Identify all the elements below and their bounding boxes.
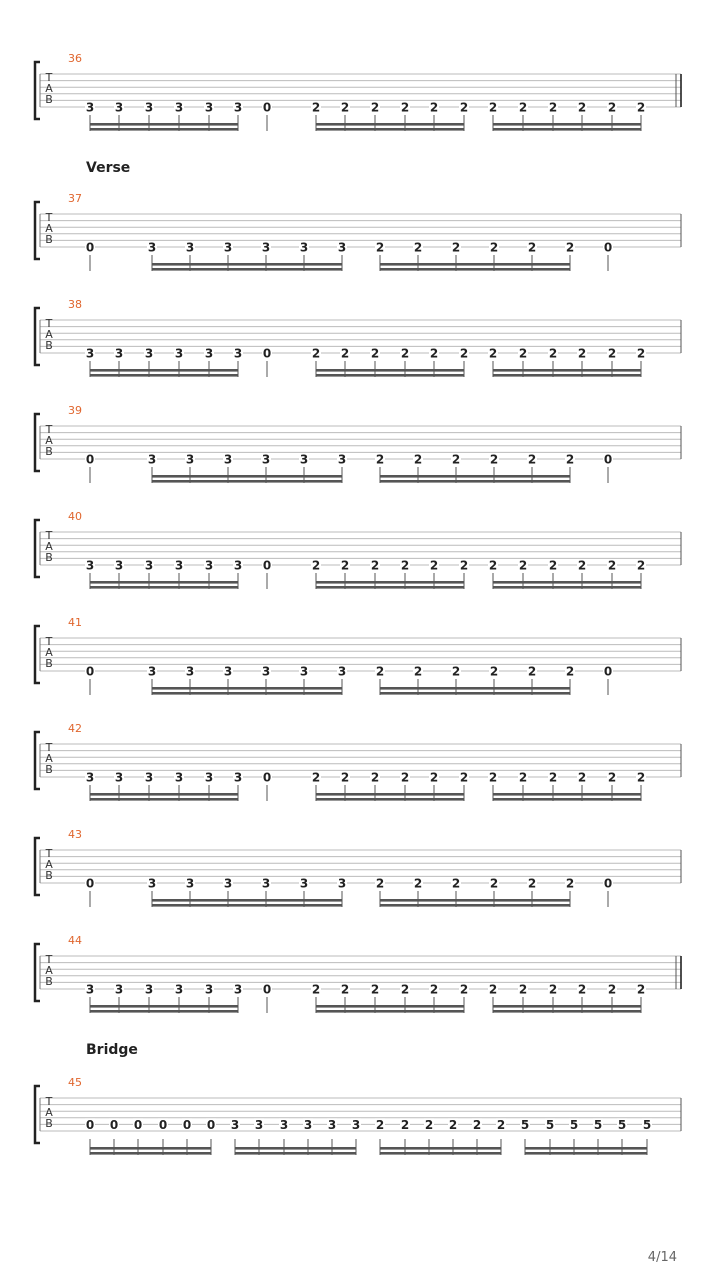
tab-clef-letter: B xyxy=(45,657,53,670)
fret-number: 2 xyxy=(413,876,423,891)
beam-secondary xyxy=(152,687,342,690)
tab-clef-letter: A xyxy=(45,752,53,765)
beam-secondary xyxy=(90,793,238,796)
fret-number: 3 xyxy=(144,558,154,573)
fret-number: 3 xyxy=(144,346,154,361)
tab-staff-36 xyxy=(0,52,720,162)
fret-number: 2 xyxy=(370,100,380,115)
tab-clef-letter: B xyxy=(45,869,53,882)
fret-number: 2 xyxy=(518,100,528,115)
tab-clef-letter: A xyxy=(45,82,53,95)
fret-number: 2 xyxy=(400,1117,410,1132)
measure-number: 44 xyxy=(68,934,82,947)
fret-number: 3 xyxy=(85,770,95,785)
fret-number: 0 xyxy=(262,558,272,573)
fret-number: 2 xyxy=(527,240,537,255)
fret-number: 3 xyxy=(174,982,184,997)
tab-staff-38 xyxy=(0,298,720,408)
fret-number: 0 xyxy=(85,876,95,891)
tab-clef-letter: B xyxy=(45,975,53,988)
beam-primary xyxy=(152,480,342,483)
fret-number: 0 xyxy=(262,346,272,361)
fret-number: 3 xyxy=(144,770,154,785)
fret-number: 5 xyxy=(545,1117,555,1132)
fret-number: 2 xyxy=(451,664,461,679)
fret-number: 2 xyxy=(636,100,646,115)
tab-staff-41 xyxy=(0,616,720,726)
fret-number: 2 xyxy=(424,1117,434,1132)
staff-bracket xyxy=(35,838,40,895)
fret-number: 2 xyxy=(370,770,380,785)
tab-clef-letter: T xyxy=(45,953,53,966)
fret-number: 2 xyxy=(607,346,617,361)
fret-number: 2 xyxy=(451,876,461,891)
staff-bracket xyxy=(35,414,40,471)
fret-number: 3 xyxy=(147,664,157,679)
fret-number: 3 xyxy=(261,876,271,891)
measure-number: 38 xyxy=(68,298,82,311)
fret-number: 2 xyxy=(340,770,350,785)
measure-number: 42 xyxy=(68,722,82,735)
fret-number: 0 xyxy=(109,1117,119,1132)
fret-number: 2 xyxy=(311,100,321,115)
fret-number: 3 xyxy=(144,100,154,115)
beam-secondary xyxy=(525,1147,647,1150)
beam-secondary xyxy=(316,369,464,372)
fret-number: 3 xyxy=(85,982,95,997)
beam-secondary xyxy=(493,1005,641,1008)
beam-secondary xyxy=(90,1005,238,1008)
tab-clef-letter: A xyxy=(45,964,53,977)
fret-number: 2 xyxy=(527,452,537,467)
tab-staff-37 xyxy=(0,192,720,302)
measure-number: 40 xyxy=(68,510,82,523)
fret-number: 3 xyxy=(174,346,184,361)
fret-number: 2 xyxy=(311,770,321,785)
staff-bracket xyxy=(35,626,40,683)
fret-number: 0 xyxy=(603,240,613,255)
fret-number: 3 xyxy=(174,100,184,115)
beam-secondary xyxy=(235,1147,356,1150)
fret-number: 2 xyxy=(375,452,385,467)
fret-number: 3 xyxy=(147,452,157,467)
fret-number: 2 xyxy=(518,558,528,573)
fret-number: 0 xyxy=(262,100,272,115)
beam-secondary xyxy=(316,123,464,126)
fret-number: 2 xyxy=(459,100,469,115)
fret-number: 2 xyxy=(518,770,528,785)
measure-number: 43 xyxy=(68,828,82,841)
staff-bracket xyxy=(35,202,40,259)
tab-clef-letter: A xyxy=(45,646,53,659)
fret-number: 2 xyxy=(607,770,617,785)
fret-number: 3 xyxy=(327,1117,337,1132)
fret-number: 2 xyxy=(577,558,587,573)
fret-number: 2 xyxy=(565,240,575,255)
fret-number: 2 xyxy=(488,558,498,573)
staff-bracket xyxy=(35,1086,40,1143)
beam-secondary xyxy=(380,263,570,266)
fret-number: 3 xyxy=(233,100,243,115)
fret-number: 0 xyxy=(182,1117,192,1132)
beam-primary xyxy=(90,586,238,589)
fret-number: 2 xyxy=(518,346,528,361)
fret-number: 3 xyxy=(279,1117,289,1132)
fret-number: 3 xyxy=(174,770,184,785)
beam-primary xyxy=(90,1010,238,1013)
fret-number: 2 xyxy=(370,982,380,997)
fret-number: 5 xyxy=(617,1117,627,1132)
beam-secondary xyxy=(380,899,570,902)
tab-clef-letter: B xyxy=(45,339,53,352)
fret-number: 3 xyxy=(337,876,347,891)
fret-number: 3 xyxy=(204,558,214,573)
tab-clef-letter: B xyxy=(45,1117,53,1130)
beam-primary xyxy=(493,798,641,801)
beam-primary xyxy=(316,1010,464,1013)
fret-number: 2 xyxy=(527,664,537,679)
beam-secondary xyxy=(493,793,641,796)
fret-number: 3 xyxy=(185,452,195,467)
fret-number: 3 xyxy=(223,452,233,467)
tab-clef-letter: T xyxy=(45,211,53,224)
fret-number: 2 xyxy=(577,770,587,785)
fret-number: 2 xyxy=(577,346,587,361)
fret-number: 3 xyxy=(185,664,195,679)
fret-number: 2 xyxy=(489,876,499,891)
fret-number: 3 xyxy=(223,664,233,679)
fret-number: 3 xyxy=(254,1117,264,1132)
fret-number: 2 xyxy=(488,982,498,997)
fret-number: 0 xyxy=(85,1117,95,1132)
tab-clef-letter: B xyxy=(45,551,53,564)
tab-clef-letter: T xyxy=(45,317,53,330)
fret-number: 2 xyxy=(311,558,321,573)
fret-number: 2 xyxy=(548,982,558,997)
fret-number: 2 xyxy=(607,100,617,115)
fret-number: 3 xyxy=(174,558,184,573)
fret-number: 3 xyxy=(85,346,95,361)
fret-number: 2 xyxy=(413,664,423,679)
fret-number: 3 xyxy=(299,452,309,467)
fret-number: 2 xyxy=(429,770,439,785)
fret-number: 2 xyxy=(451,452,461,467)
fret-number: 2 xyxy=(370,346,380,361)
fret-number: 3 xyxy=(223,240,233,255)
beam-secondary xyxy=(316,1005,464,1008)
fret-number: 3 xyxy=(230,1117,240,1132)
beam-primary xyxy=(152,268,342,271)
beam-secondary xyxy=(152,263,342,266)
beam-primary xyxy=(316,586,464,589)
fret-number: 3 xyxy=(114,346,124,361)
beam-secondary xyxy=(90,1147,211,1150)
tab-clef-letter: T xyxy=(45,847,53,860)
fret-number: 5 xyxy=(520,1117,530,1132)
fret-number: 0 xyxy=(85,664,95,679)
fret-number: 2 xyxy=(429,346,439,361)
measure-number: 45 xyxy=(68,1076,82,1089)
beam-secondary xyxy=(90,123,238,126)
fret-number: 3 xyxy=(147,876,157,891)
fret-number: 2 xyxy=(375,1117,385,1132)
fret-number: 3 xyxy=(337,452,347,467)
fret-number: 2 xyxy=(448,1117,458,1132)
fret-number: 2 xyxy=(400,346,410,361)
fret-number: 2 xyxy=(340,346,350,361)
beam-secondary xyxy=(152,899,342,902)
fret-number: 3 xyxy=(114,558,124,573)
fret-number: 3 xyxy=(114,770,124,785)
fret-number: 0 xyxy=(85,452,95,467)
staff-bracket xyxy=(35,944,40,1001)
fret-number: 0 xyxy=(262,770,272,785)
fret-number: 2 xyxy=(311,346,321,361)
fret-number: 3 xyxy=(261,452,271,467)
beam-secondary xyxy=(90,581,238,584)
fret-number: 3 xyxy=(204,770,214,785)
fret-number: 0 xyxy=(603,664,613,679)
section-label-bridge: Bridge xyxy=(86,1042,138,1058)
beam-secondary xyxy=(380,475,570,478)
fret-number: 2 xyxy=(400,982,410,997)
fret-number: 2 xyxy=(636,770,646,785)
beam-secondary xyxy=(493,123,641,126)
tab-staff-45 xyxy=(0,1076,720,1186)
tab-staff-43 xyxy=(0,828,720,938)
fret-number: 2 xyxy=(518,982,528,997)
tab-clef-letter: A xyxy=(45,434,53,447)
beam-secondary xyxy=(380,687,570,690)
fret-number: 3 xyxy=(114,982,124,997)
fret-number: 3 xyxy=(204,346,214,361)
fret-number: 2 xyxy=(400,770,410,785)
beam-primary xyxy=(493,1010,641,1013)
fret-number: 2 xyxy=(607,982,617,997)
tab-clef-letter: T xyxy=(45,529,53,542)
fret-number: 2 xyxy=(472,1117,482,1132)
fret-number: 3 xyxy=(223,876,233,891)
fret-number: 2 xyxy=(429,982,439,997)
tab-clef-letter: B xyxy=(45,763,53,776)
beam-primary xyxy=(316,374,464,377)
fret-number: 3 xyxy=(337,240,347,255)
fret-number: 2 xyxy=(565,876,575,891)
tab-staff-40 xyxy=(0,510,720,620)
fret-number: 2 xyxy=(429,558,439,573)
fret-number: 3 xyxy=(144,982,154,997)
fret-number: 2 xyxy=(548,558,558,573)
fret-number: 2 xyxy=(636,346,646,361)
beam-primary xyxy=(380,268,570,271)
measure-number: 41 xyxy=(68,616,82,629)
tab-clef-letter: B xyxy=(45,233,53,246)
fret-number: 3 xyxy=(299,240,309,255)
tab-clef-letter: T xyxy=(45,1095,53,1108)
fret-number: 2 xyxy=(375,240,385,255)
tab-clef-letter: B xyxy=(45,445,53,458)
tab-staff-44 xyxy=(0,934,720,1044)
tab-clef-letter: A xyxy=(45,222,53,235)
tab-clef-letter: A xyxy=(45,858,53,871)
section-label-verse: Verse xyxy=(86,160,131,176)
fret-number: 2 xyxy=(459,982,469,997)
fret-number: 3 xyxy=(233,346,243,361)
fret-number: 2 xyxy=(548,346,558,361)
fret-number: 3 xyxy=(233,982,243,997)
fret-number: 2 xyxy=(340,558,350,573)
fret-number: 2 xyxy=(577,982,587,997)
beam-secondary xyxy=(316,793,464,796)
fret-number: 2 xyxy=(340,982,350,997)
fret-number: 0 xyxy=(603,452,613,467)
fret-number: 2 xyxy=(496,1117,506,1132)
beam-primary xyxy=(152,904,342,907)
beam-primary xyxy=(380,692,570,695)
fret-number: 2 xyxy=(400,558,410,573)
fret-number: 0 xyxy=(206,1117,216,1132)
tab-clef-letter: B xyxy=(45,93,53,106)
fret-number: 3 xyxy=(351,1117,361,1132)
fret-number: 2 xyxy=(565,664,575,679)
fret-number: 2 xyxy=(548,100,558,115)
beam-primary xyxy=(316,128,464,131)
fret-number: 2 xyxy=(413,452,423,467)
fret-number: 0 xyxy=(133,1117,143,1132)
fret-number: 3 xyxy=(85,558,95,573)
beam-primary xyxy=(152,692,342,695)
tab-clef-letter: A xyxy=(45,540,53,553)
tab-clef-letter: T xyxy=(45,741,53,754)
fret-number: 3 xyxy=(204,100,214,115)
staff-bracket xyxy=(35,308,40,365)
fret-number: 3 xyxy=(147,240,157,255)
fret-number: 2 xyxy=(400,100,410,115)
fret-number: 2 xyxy=(429,100,439,115)
fret-number: 2 xyxy=(459,558,469,573)
fret-number: 2 xyxy=(565,452,575,467)
beam-primary xyxy=(380,904,570,907)
beam-secondary xyxy=(380,1147,501,1150)
fret-number: 2 xyxy=(459,770,469,785)
fret-number: 2 xyxy=(489,452,499,467)
beam-secondary xyxy=(493,581,641,584)
fret-number: 5 xyxy=(642,1117,652,1132)
tab-clef-letter: A xyxy=(45,328,53,341)
fret-number: 2 xyxy=(527,876,537,891)
fret-number: 2 xyxy=(489,240,499,255)
fret-number: 0 xyxy=(158,1117,168,1132)
measure-number: 39 xyxy=(68,404,82,417)
tab-staff-42 xyxy=(0,722,720,832)
tab-clef-letter: A xyxy=(45,1106,53,1119)
fret-number: 2 xyxy=(636,982,646,997)
tab-clef-letter: T xyxy=(45,71,53,84)
fret-number: 5 xyxy=(569,1117,579,1132)
fret-number: 3 xyxy=(114,100,124,115)
fret-number: 2 xyxy=(489,664,499,679)
fret-number: 2 xyxy=(311,982,321,997)
tab-staff-39 xyxy=(0,404,720,514)
fret-number: 3 xyxy=(204,982,214,997)
beam-primary xyxy=(90,374,238,377)
staff-bracket xyxy=(35,62,40,119)
fret-number: 2 xyxy=(577,100,587,115)
beam-primary xyxy=(90,798,238,801)
fret-number: 3 xyxy=(299,664,309,679)
fret-number: 2 xyxy=(636,558,646,573)
beam-secondary xyxy=(316,581,464,584)
beam-primary xyxy=(316,798,464,801)
beam-primary xyxy=(235,1152,356,1155)
fret-number: 2 xyxy=(488,346,498,361)
fret-number: 3 xyxy=(85,100,95,115)
fret-number: 3 xyxy=(337,664,347,679)
fret-number: 3 xyxy=(299,876,309,891)
beam-primary xyxy=(90,1152,211,1155)
fret-number: 2 xyxy=(340,100,350,115)
fret-number: 3 xyxy=(261,240,271,255)
beam-primary xyxy=(493,128,641,131)
beam-primary xyxy=(90,128,238,131)
staff-bracket xyxy=(35,520,40,577)
beam-secondary xyxy=(493,369,641,372)
fret-number: 2 xyxy=(488,770,498,785)
fret-number: 2 xyxy=(370,558,380,573)
page-number: 4/14 xyxy=(647,1250,677,1265)
fret-number: 2 xyxy=(375,664,385,679)
fret-number: 2 xyxy=(413,240,423,255)
beam-primary xyxy=(380,480,570,483)
fret-number: 0 xyxy=(262,982,272,997)
fret-number: 0 xyxy=(603,876,613,891)
beam-primary xyxy=(380,1152,501,1155)
fret-number: 2 xyxy=(451,240,461,255)
measure-number: 37 xyxy=(68,192,82,205)
fret-number: 3 xyxy=(185,876,195,891)
fret-number: 2 xyxy=(607,558,617,573)
beam-primary xyxy=(525,1152,647,1155)
fret-number: 3 xyxy=(261,664,271,679)
fret-number: 3 xyxy=(185,240,195,255)
fret-number: 5 xyxy=(593,1117,603,1132)
measure-number: 36 xyxy=(68,52,82,65)
fret-number: 0 xyxy=(85,240,95,255)
fret-number: 3 xyxy=(233,770,243,785)
fret-number: 2 xyxy=(375,876,385,891)
beam-secondary xyxy=(90,369,238,372)
fret-number: 2 xyxy=(459,346,469,361)
beam-secondary xyxy=(152,475,342,478)
fret-number: 2 xyxy=(548,770,558,785)
staff-bracket xyxy=(35,732,40,789)
beam-primary xyxy=(493,586,641,589)
fret-number: 3 xyxy=(303,1117,313,1132)
beam-primary xyxy=(493,374,641,377)
fret-number: 2 xyxy=(488,100,498,115)
tab-clef-letter: T xyxy=(45,635,53,648)
tab-clef-letter: T xyxy=(45,423,53,436)
fret-number: 3 xyxy=(233,558,243,573)
